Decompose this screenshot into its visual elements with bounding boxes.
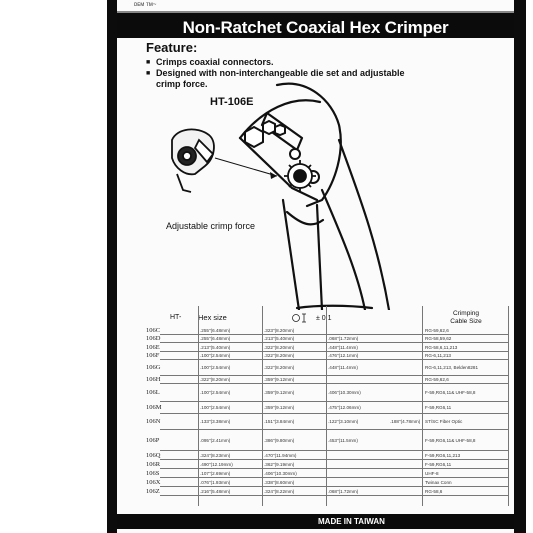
table-cell-cir: .151"(3.84mm): [264, 419, 295, 424]
table-row: [146, 335, 508, 343]
table-cell-ht: 106E: [146, 343, 160, 351]
table-row: [146, 352, 508, 360]
table-cell-x2: [388, 469, 422, 477]
table-cell-hex: .100"(2.54mm): [200, 390, 231, 395]
table-header-hex-size: Hex size: [198, 313, 227, 322]
table-cell-cir: .362"(9.19mm): [264, 461, 295, 467]
table-cell-x2: [388, 402, 422, 413]
hex-cavity-medium: [263, 121, 275, 134]
left-border-bar: [107, 0, 117, 533]
table-cell-cab: RG-6,11,213: [425, 353, 451, 358]
table-cell-x2: [388, 460, 422, 468]
table-cell-ht: 106P: [146, 436, 160, 444]
table-cell-ht: 106Z: [146, 487, 160, 495]
feature-item: [146, 57, 405, 68]
table-cell-x1: [326, 478, 388, 486]
table-cell-hex: .100"(2.54mm): [200, 365, 231, 370]
table-cell-ht: 106M: [146, 404, 162, 411]
table-cell-x2: [388, 451, 422, 459]
table-cell-x2: [388, 487, 422, 495]
cable-header-line: Crimping: [452, 310, 479, 317]
table-cell-hex: .255"(6.48mm): [200, 336, 231, 341]
table-cell-cab: RG-58,6: [425, 488, 443, 494]
table-row: [146, 343, 508, 352]
hex-cavity-small: [275, 125, 285, 135]
handle-right-inner: [322, 190, 365, 310]
table-cell-cir: .323"(8.20mm): [264, 327, 295, 333]
page-title: Non-Ratchet Coaxial Hex Crimper: [182, 18, 449, 37]
table-cell-cab: RG-59,62,6: [425, 377, 449, 382]
table-cell-x2: [388, 376, 422, 383]
table-cell-cab: F-59,RG6,11& UHF-58,8: [425, 437, 476, 443]
adjustable-crimp-force-label: Adjustable crimp force: [166, 221, 256, 231]
handle-right-outer: [339, 140, 389, 310]
table-cell-cir: .359"(9.12mm): [264, 377, 295, 382]
table-cell-cir: .322"(8.20mm): [264, 344, 295, 350]
table-cell-x2: [388, 430, 422, 450]
table-cell-x1: .448"(11.4mm): [328, 344, 358, 350]
table-cell-cir: .322"(8.20mm): [264, 353, 295, 358]
table-cell-x1: [326, 326, 388, 334]
table-cell-cir: .386"(9.80mm): [264, 437, 295, 443]
table-cell-hex: .100"(2.54mm): [200, 405, 231, 410]
feature-text-continued: crimp force.: [156, 79, 208, 89]
table-cell-hex: .107"(2.69mm): [200, 470, 231, 476]
footer-band: [117, 514, 514, 529]
table-cell-x1: .453"(11.5mm): [328, 437, 358, 443]
hex-cavity-large: [245, 127, 263, 147]
table-divider: [508, 306, 509, 506]
table-row: [146, 460, 508, 469]
table-cell-hex: .216"(5.48mm): [200, 488, 231, 494]
table-row: [146, 360, 508, 376]
pointer-arrow: [215, 158, 277, 176]
table-cell-cab: F-59,RG6,11: [425, 405, 452, 410]
table-cell-cab: F-59,RG6,11& UHF-58,8: [425, 390, 476, 395]
table-cell-cir: .324"(8.22mm): [264, 488, 295, 494]
table-cell-cir: .359"(9.12mm): [264, 390, 295, 395]
table-row: [146, 478, 508, 487]
right-border-bar: [514, 0, 526, 533]
table-cell-cab: RG-59,62,6: [425, 327, 449, 333]
table-cell-x1: .068"(1.72mm): [328, 488, 359, 494]
cable-header-line: Cable Size: [450, 318, 482, 325]
table-cell-x2: [388, 360, 422, 375]
table-cell-hex: .076"(1.93mm): [200, 479, 231, 485]
model-label: HT-106E: [210, 96, 254, 108]
table-cell-cir: .406"(10.30mm): [264, 470, 297, 476]
table-header-ht: HT-: [170, 314, 182, 321]
table-row: [146, 402, 508, 414]
table-cell-cir: .213"(5.40mm): [264, 336, 295, 341]
table-cell-ht: 106F: [146, 352, 160, 359]
table-cell-ht: 106N: [146, 418, 161, 425]
title-band: [117, 11, 514, 38]
table-row: [146, 414, 508, 430]
table-cell-ht: 106C: [146, 326, 161, 334]
table-row: [146, 469, 508, 478]
table-cell-x2: [388, 352, 422, 359]
table-cell-x2: [388, 478, 422, 486]
table-cell-ht: 106S: [146, 469, 160, 477]
table-cell-ht: 106H: [146, 376, 161, 383]
table-cell-x1: .068"(1.72mm): [328, 336, 359, 341]
upper-jaw-outline: [277, 84, 341, 206]
table-cell-hex: .133"(3.38mm): [200, 419, 231, 424]
table-cell-hex: .100"(2.54mm): [200, 353, 231, 358]
table-cell-cab: RG-6,11,213, Belden8281: [425, 365, 479, 370]
tolerance-value: ± 0.1: [316, 314, 332, 322]
table-cell-ht: 106X: [146, 478, 161, 486]
table-cell-hex: .095"(2.41mm): [200, 437, 231, 443]
table-cell-ht: 106Q: [146, 451, 161, 459]
bullet-icon: ■: [146, 70, 151, 77]
table-cell-x1: .448"(11.4mm): [328, 365, 358, 370]
table-cell-cab: F-59,RG6,11,213: [425, 452, 461, 458]
table-cell-cab: RG-58,6,11,213: [425, 344, 458, 350]
table-cell-x1: [326, 460, 388, 468]
table-cell-x2: [388, 335, 422, 342]
table-cell-hex: .324"(8.23mm): [200, 452, 231, 458]
table-cell-x1: .476"(12.1mm): [328, 353, 359, 358]
table-cell-x1: [326, 451, 388, 459]
table-cell-cab: Twinax Conn: [425, 479, 452, 485]
table-row: [146, 430, 508, 451]
bullet-icon: ■: [146, 59, 151, 66]
table-cell-x1: .406"(10.30mm): [328, 390, 361, 395]
table-row: [146, 376, 508, 384]
table-cell-x2: [388, 384, 422, 401]
spec-table: [146, 306, 508, 506]
table-cell-cir: .338"(8.60mm): [264, 479, 295, 485]
table-cell-x2: [388, 326, 422, 334]
table-cell-cab: ST/SC Fiber Optic: [425, 419, 463, 424]
table-cell-ht: 106G: [146, 364, 161, 371]
table-cell-ht: 106L: [146, 389, 160, 396]
table-cell-x1: [326, 469, 388, 477]
table-cell-cir: .470"(11.94mm): [264, 452, 297, 458]
top-scribble: ᴅᴇᴍ ᴛᴍ~: [134, 2, 157, 8]
table-cell-hex: .213"(5.40mm): [200, 344, 231, 350]
table-cell-cab: RG-58,59,62: [425, 336, 452, 341]
table-cell-x1: .122"(3.10mm): [328, 419, 359, 424]
table-row: [146, 487, 508, 496]
table-cell-hex: .322"(8.20mm): [200, 377, 231, 382]
table-cell-cab: UHF-8: [425, 470, 439, 476]
table-cell-cir: .359"(9.12mm): [264, 405, 295, 410]
table-cell-hex: .255"(6.48mm): [200, 327, 231, 333]
table-cell-cir: .322"(8.20mm): [264, 365, 295, 370]
table-row: [146, 451, 508, 460]
table-cell-cab: F-59,RG6,11: [425, 461, 452, 467]
table-cell-x1: [326, 376, 388, 383]
feature-item: [146, 68, 405, 79]
crimper-tool-illustration: [117, 80, 514, 310]
made-in-label: MADE IN TAIWAN: [318, 517, 385, 526]
table-cell-x2: .188"(4.78mm): [390, 419, 421, 424]
feature-text: Designed with non-interchangeable die set and adjustable: [156, 68, 405, 78]
feature-text: Crimps coaxial connectors.: [156, 57, 274, 67]
table-cell-x2: [388, 343, 422, 351]
table-cell-hex: .490"(12.19mm): [200, 461, 233, 467]
table-cell-ht: 106D: [146, 335, 161, 342]
feature-heading: Feature:: [146, 40, 198, 55]
table-cell-ht: 106R: [146, 460, 161, 468]
adjustment-wheel: [284, 160, 316, 192]
table-cell-x1: .475"(12.06mm): [328, 405, 361, 410]
right-margin: [526, 0, 533, 533]
round-cavity: [290, 149, 300, 159]
table-row: [146, 326, 508, 335]
table-row: [146, 384, 508, 402]
